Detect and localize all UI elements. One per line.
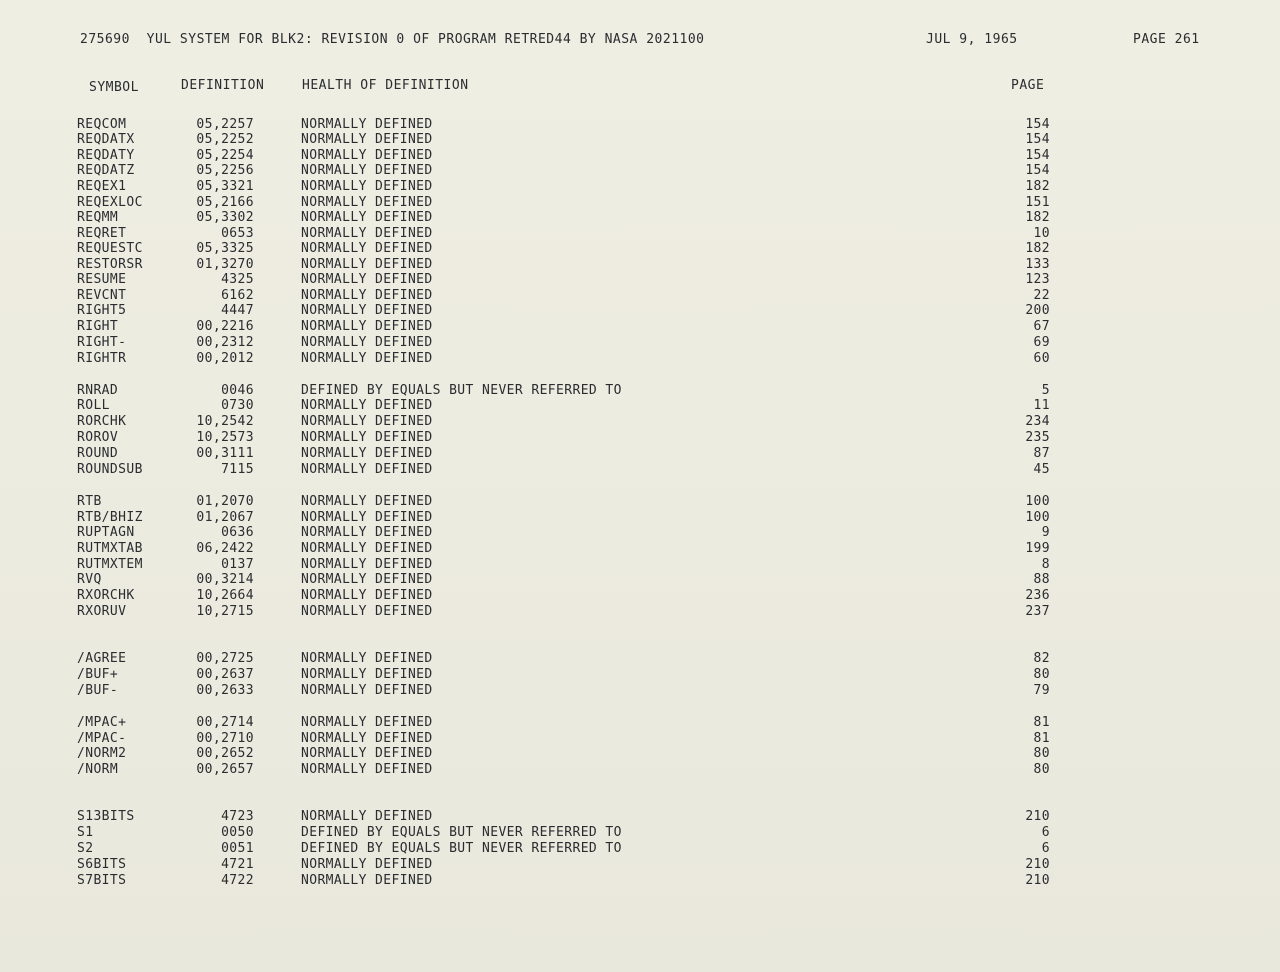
row-symbol: RXORUV (77, 604, 127, 619)
row-symbol: RUTMXTEM (77, 557, 143, 572)
row-symbol: RESTORSR (77, 257, 143, 272)
table-row (0, 351, 1280, 367)
table-row (0, 604, 1280, 620)
row-definition: 0730 (221, 398, 254, 413)
row-health: NORMALLY DEFINED (301, 525, 433, 540)
table-row (0, 746, 1280, 762)
row-definition: 0050 (221, 825, 254, 840)
row-health: DEFINED BY EQUALS BUT NEVER REFERRED TO (301, 383, 622, 398)
table-row (0, 179, 1280, 195)
table-row (0, 588, 1280, 604)
row-health: NORMALLY DEFINED (301, 446, 433, 461)
row-page: 199 (1025, 541, 1050, 556)
row-definition: 00,2725 (196, 651, 254, 666)
table-row (0, 541, 1280, 557)
row-health: NORMALLY DEFINED (301, 195, 433, 210)
table-row (0, 383, 1280, 399)
row-page: 151 (1025, 195, 1050, 210)
table-row (0, 288, 1280, 304)
row-symbol: REQMM (77, 210, 119, 225)
row-definition: 00,2216 (196, 319, 254, 334)
row-symbol: S1 (77, 825, 94, 840)
row-symbol: REVCNT (77, 288, 127, 303)
row-symbol: /BUF+ (77, 667, 119, 682)
row-definition: 00,2637 (196, 667, 254, 682)
row-health: NORMALLY DEFINED (301, 210, 433, 225)
row-page: 80 (1033, 667, 1050, 682)
row-page: 6 (1041, 841, 1050, 856)
row-page: 182 (1025, 210, 1050, 225)
row-definition: 00,2012 (196, 351, 254, 366)
row-symbol: ROROV (77, 430, 119, 445)
row-health: NORMALLY DEFINED (301, 319, 433, 334)
row-health: NORMALLY DEFINED (301, 148, 433, 163)
row-health: DEFINED BY EQUALS BUT NEVER REFERRED TO (301, 841, 622, 856)
column-header-health: HEALTH OF DEFINITION (302, 78, 469, 93)
row-definition: 0046 (221, 383, 254, 398)
row-health: NORMALLY DEFINED (301, 604, 433, 619)
row-page: 210 (1025, 873, 1050, 888)
row-symbol: S2 (77, 841, 94, 856)
row-symbol: RUPTAGN (77, 525, 135, 540)
row-page: 154 (1025, 163, 1050, 178)
row-page: 45 (1033, 462, 1050, 477)
row-page: 210 (1025, 809, 1050, 824)
row-page: 22 (1033, 288, 1050, 303)
table-row (0, 195, 1280, 211)
row-symbol: S6BITS (77, 857, 127, 872)
row-health: NORMALLY DEFINED (301, 257, 433, 272)
row-health: NORMALLY DEFINED (301, 398, 433, 413)
table-row (0, 303, 1280, 319)
table-row (0, 257, 1280, 273)
table-row (0, 462, 1280, 478)
table-row (0, 873, 1280, 889)
table-row (0, 762, 1280, 778)
row-health: NORMALLY DEFINED (301, 462, 433, 477)
row-symbol: RTB/BHIZ (77, 510, 143, 525)
row-page: 100 (1025, 510, 1050, 525)
row-health: NORMALLY DEFINED (301, 430, 433, 445)
row-definition: 05,2256 (196, 163, 254, 178)
row-definition: 05,3321 (196, 179, 254, 194)
row-page: 67 (1033, 319, 1050, 334)
row-definition: 4325 (221, 272, 254, 287)
table-row (0, 572, 1280, 588)
table-row (0, 132, 1280, 148)
row-page: 11 (1033, 398, 1050, 413)
table-row (0, 683, 1280, 699)
row-symbol: REQRET (77, 226, 127, 241)
table-row (0, 510, 1280, 526)
listing-page-number: PAGE 261 (1133, 32, 1200, 47)
row-symbol: REQCOM (77, 117, 127, 132)
row-definition: 05,3325 (196, 241, 254, 256)
column-header-symbol: SYMBOL (89, 80, 139, 95)
row-page: 182 (1025, 241, 1050, 256)
table-row (0, 525, 1280, 541)
row-page: 133 (1025, 257, 1050, 272)
table-row (0, 667, 1280, 683)
table-row (0, 241, 1280, 257)
row-definition: 10,2715 (196, 604, 254, 619)
row-health: NORMALLY DEFINED (301, 731, 433, 746)
row-page: 5 (1041, 383, 1050, 398)
row-symbol: ROLL (77, 398, 110, 413)
row-page: 200 (1025, 303, 1050, 318)
row-definition: 00,2312 (196, 335, 254, 350)
row-definition: 7115 (221, 462, 254, 477)
row-health: NORMALLY DEFINED (301, 809, 433, 824)
table-row (0, 809, 1280, 825)
row-page: 123 (1025, 272, 1050, 287)
row-page: 60 (1033, 351, 1050, 366)
row-health: NORMALLY DEFINED (301, 414, 433, 429)
row-symbol: RUTMXTAB (77, 541, 143, 556)
row-definition: 06,2422 (196, 541, 254, 556)
row-health: NORMALLY DEFINED (301, 494, 433, 509)
table-row (0, 272, 1280, 288)
row-health: NORMALLY DEFINED (301, 651, 433, 666)
row-symbol: RIGHT- (77, 335, 127, 350)
row-definition: 4723 (221, 809, 254, 824)
row-page: 154 (1025, 148, 1050, 163)
table-row (0, 494, 1280, 510)
row-symbol: RTB (77, 494, 102, 509)
row-health: NORMALLY DEFINED (301, 588, 433, 603)
row-health: NORMALLY DEFINED (301, 226, 433, 241)
table-row (0, 163, 1280, 179)
row-health: NORMALLY DEFINED (301, 667, 433, 682)
row-symbol: RVQ (77, 572, 102, 587)
table-row (0, 446, 1280, 462)
row-page: 8 (1041, 557, 1050, 572)
row-definition: 05,2252 (196, 132, 254, 147)
row-symbol: RNRAD (77, 383, 119, 398)
row-symbol: /MPAC+ (77, 715, 127, 730)
table-row (0, 430, 1280, 446)
row-symbol: /BUF- (77, 683, 119, 698)
listing-date: JUL 9, 1965 (926, 32, 1018, 47)
row-definition: 00,2710 (196, 731, 254, 746)
row-health: NORMALLY DEFINED (301, 746, 433, 761)
row-symbol: REQEX1 (77, 179, 127, 194)
row-definition: 05,3302 (196, 210, 254, 225)
table-row (0, 825, 1280, 841)
row-symbol: /NORM (77, 762, 119, 777)
row-page: 9 (1041, 525, 1050, 540)
row-page: 234 (1025, 414, 1050, 429)
row-definition: 05,2257 (196, 117, 254, 132)
row-definition: 10,2664 (196, 588, 254, 603)
row-definition: 05,2254 (196, 148, 254, 163)
table-row (0, 335, 1280, 351)
table-row (0, 210, 1280, 226)
row-definition: 01,3270 (196, 257, 254, 272)
row-page: 182 (1025, 179, 1050, 194)
row-symbol: REQDATY (77, 148, 135, 163)
table-row (0, 319, 1280, 335)
row-definition: 01,2067 (196, 510, 254, 525)
row-symbol: RIGHTR (77, 351, 127, 366)
row-definition: 6162 (221, 288, 254, 303)
row-symbol: ROUNDSUB (77, 462, 143, 477)
row-definition: 10,2542 (196, 414, 254, 429)
row-definition: 0137 (221, 557, 254, 572)
row-page: 237 (1025, 604, 1050, 619)
row-symbol: /MPAC- (77, 731, 127, 746)
row-symbol: ROUND (77, 446, 119, 461)
row-health: NORMALLY DEFINED (301, 117, 433, 132)
row-symbol: RORCHK (77, 414, 127, 429)
row-health: NORMALLY DEFINED (301, 303, 433, 318)
row-health: NORMALLY DEFINED (301, 715, 433, 730)
table-row (0, 226, 1280, 242)
row-health: NORMALLY DEFINED (301, 557, 433, 572)
row-page: 210 (1025, 857, 1050, 872)
row-symbol: REQUESTC (77, 241, 143, 256)
row-page: 100 (1025, 494, 1050, 509)
row-health: NORMALLY DEFINED (301, 241, 433, 256)
row-page: 87 (1033, 446, 1050, 461)
row-definition: 00,2657 (196, 762, 254, 777)
row-definition: 00,2714 (196, 715, 254, 730)
row-health: NORMALLY DEFINED (301, 683, 433, 698)
row-health: NORMALLY DEFINED (301, 132, 433, 147)
row-page: 10 (1033, 226, 1050, 241)
table-row (0, 651, 1280, 667)
table-row (0, 715, 1280, 731)
row-page: 154 (1025, 117, 1050, 132)
table-row (0, 857, 1280, 873)
row-health: NORMALLY DEFINED (301, 288, 433, 303)
column-header-definition: DEFINITION (181, 78, 265, 93)
table-row (0, 557, 1280, 573)
table-row (0, 117, 1280, 133)
row-page: 81 (1033, 731, 1050, 746)
row-health: NORMALLY DEFINED (301, 541, 433, 556)
row-page: 79 (1033, 683, 1050, 698)
row-health: NORMALLY DEFINED (301, 873, 433, 888)
row-definition: 00,3214 (196, 572, 254, 587)
row-health: NORMALLY DEFINED (301, 762, 433, 777)
row-page: 235 (1025, 430, 1050, 445)
row-page: 82 (1033, 651, 1050, 666)
row-page: 69 (1033, 335, 1050, 350)
bleed-through-text (80, 905, 1210, 919)
table-row (0, 841, 1280, 857)
row-health: NORMALLY DEFINED (301, 510, 433, 525)
row-symbol: REQDATZ (77, 163, 135, 178)
row-symbol: S13BITS (77, 809, 135, 824)
table-row (0, 414, 1280, 430)
row-definition: 05,2166 (196, 195, 254, 210)
row-definition: 4721 (221, 857, 254, 872)
row-health: DEFINED BY EQUALS BUT NEVER REFERRED TO (301, 825, 622, 840)
row-symbol: /NORM2 (77, 746, 127, 761)
row-health: NORMALLY DEFINED (301, 572, 433, 587)
row-page: 6 (1041, 825, 1050, 840)
row-symbol: RIGHT5 (77, 303, 127, 318)
row-page: 236 (1025, 588, 1050, 603)
row-page: 81 (1033, 715, 1050, 730)
row-definition: 4447 (221, 303, 254, 318)
row-symbol: RIGHT (77, 319, 119, 334)
column-header-page: PAGE (1011, 78, 1045, 93)
row-page: 80 (1033, 762, 1050, 777)
row-definition: 10,2573 (196, 430, 254, 445)
row-symbol: REQDATX (77, 132, 135, 147)
table-row (0, 148, 1280, 164)
row-symbol: S7BITS (77, 873, 127, 888)
row-page: 80 (1033, 746, 1050, 761)
row-health: NORMALLY DEFINED (301, 272, 433, 287)
row-symbol: RESUME (77, 272, 127, 287)
row-symbol: REQEXLOC (77, 195, 143, 210)
row-health: NORMALLY DEFINED (301, 179, 433, 194)
row-definition: 00,2633 (196, 683, 254, 698)
row-health: NORMALLY DEFINED (301, 163, 433, 178)
row-symbol: /AGREE (77, 651, 127, 666)
row-definition: 00,2652 (196, 746, 254, 761)
table-row (0, 398, 1280, 414)
row-health: NORMALLY DEFINED (301, 857, 433, 872)
listing-title: 275690 YUL SYSTEM FOR BLK2: REVISION 0 OF PROGRAM RETRED44 BY NASA 2021100 (80, 32, 705, 47)
row-symbol: RXORCHK (77, 588, 135, 603)
row-definition: 01,2070 (196, 494, 254, 509)
row-health: NORMALLY DEFINED (301, 351, 433, 366)
table-row (0, 731, 1280, 747)
row-definition: 4722 (221, 873, 254, 888)
row-definition: 00,3111 (196, 446, 254, 461)
row-definition: 0636 (221, 525, 254, 540)
row-page: 154 (1025, 132, 1050, 147)
row-definition: 0051 (221, 841, 254, 856)
row-health: NORMALLY DEFINED (301, 335, 433, 350)
row-page: 88 (1033, 572, 1050, 587)
row-definition: 0653 (221, 226, 254, 241)
